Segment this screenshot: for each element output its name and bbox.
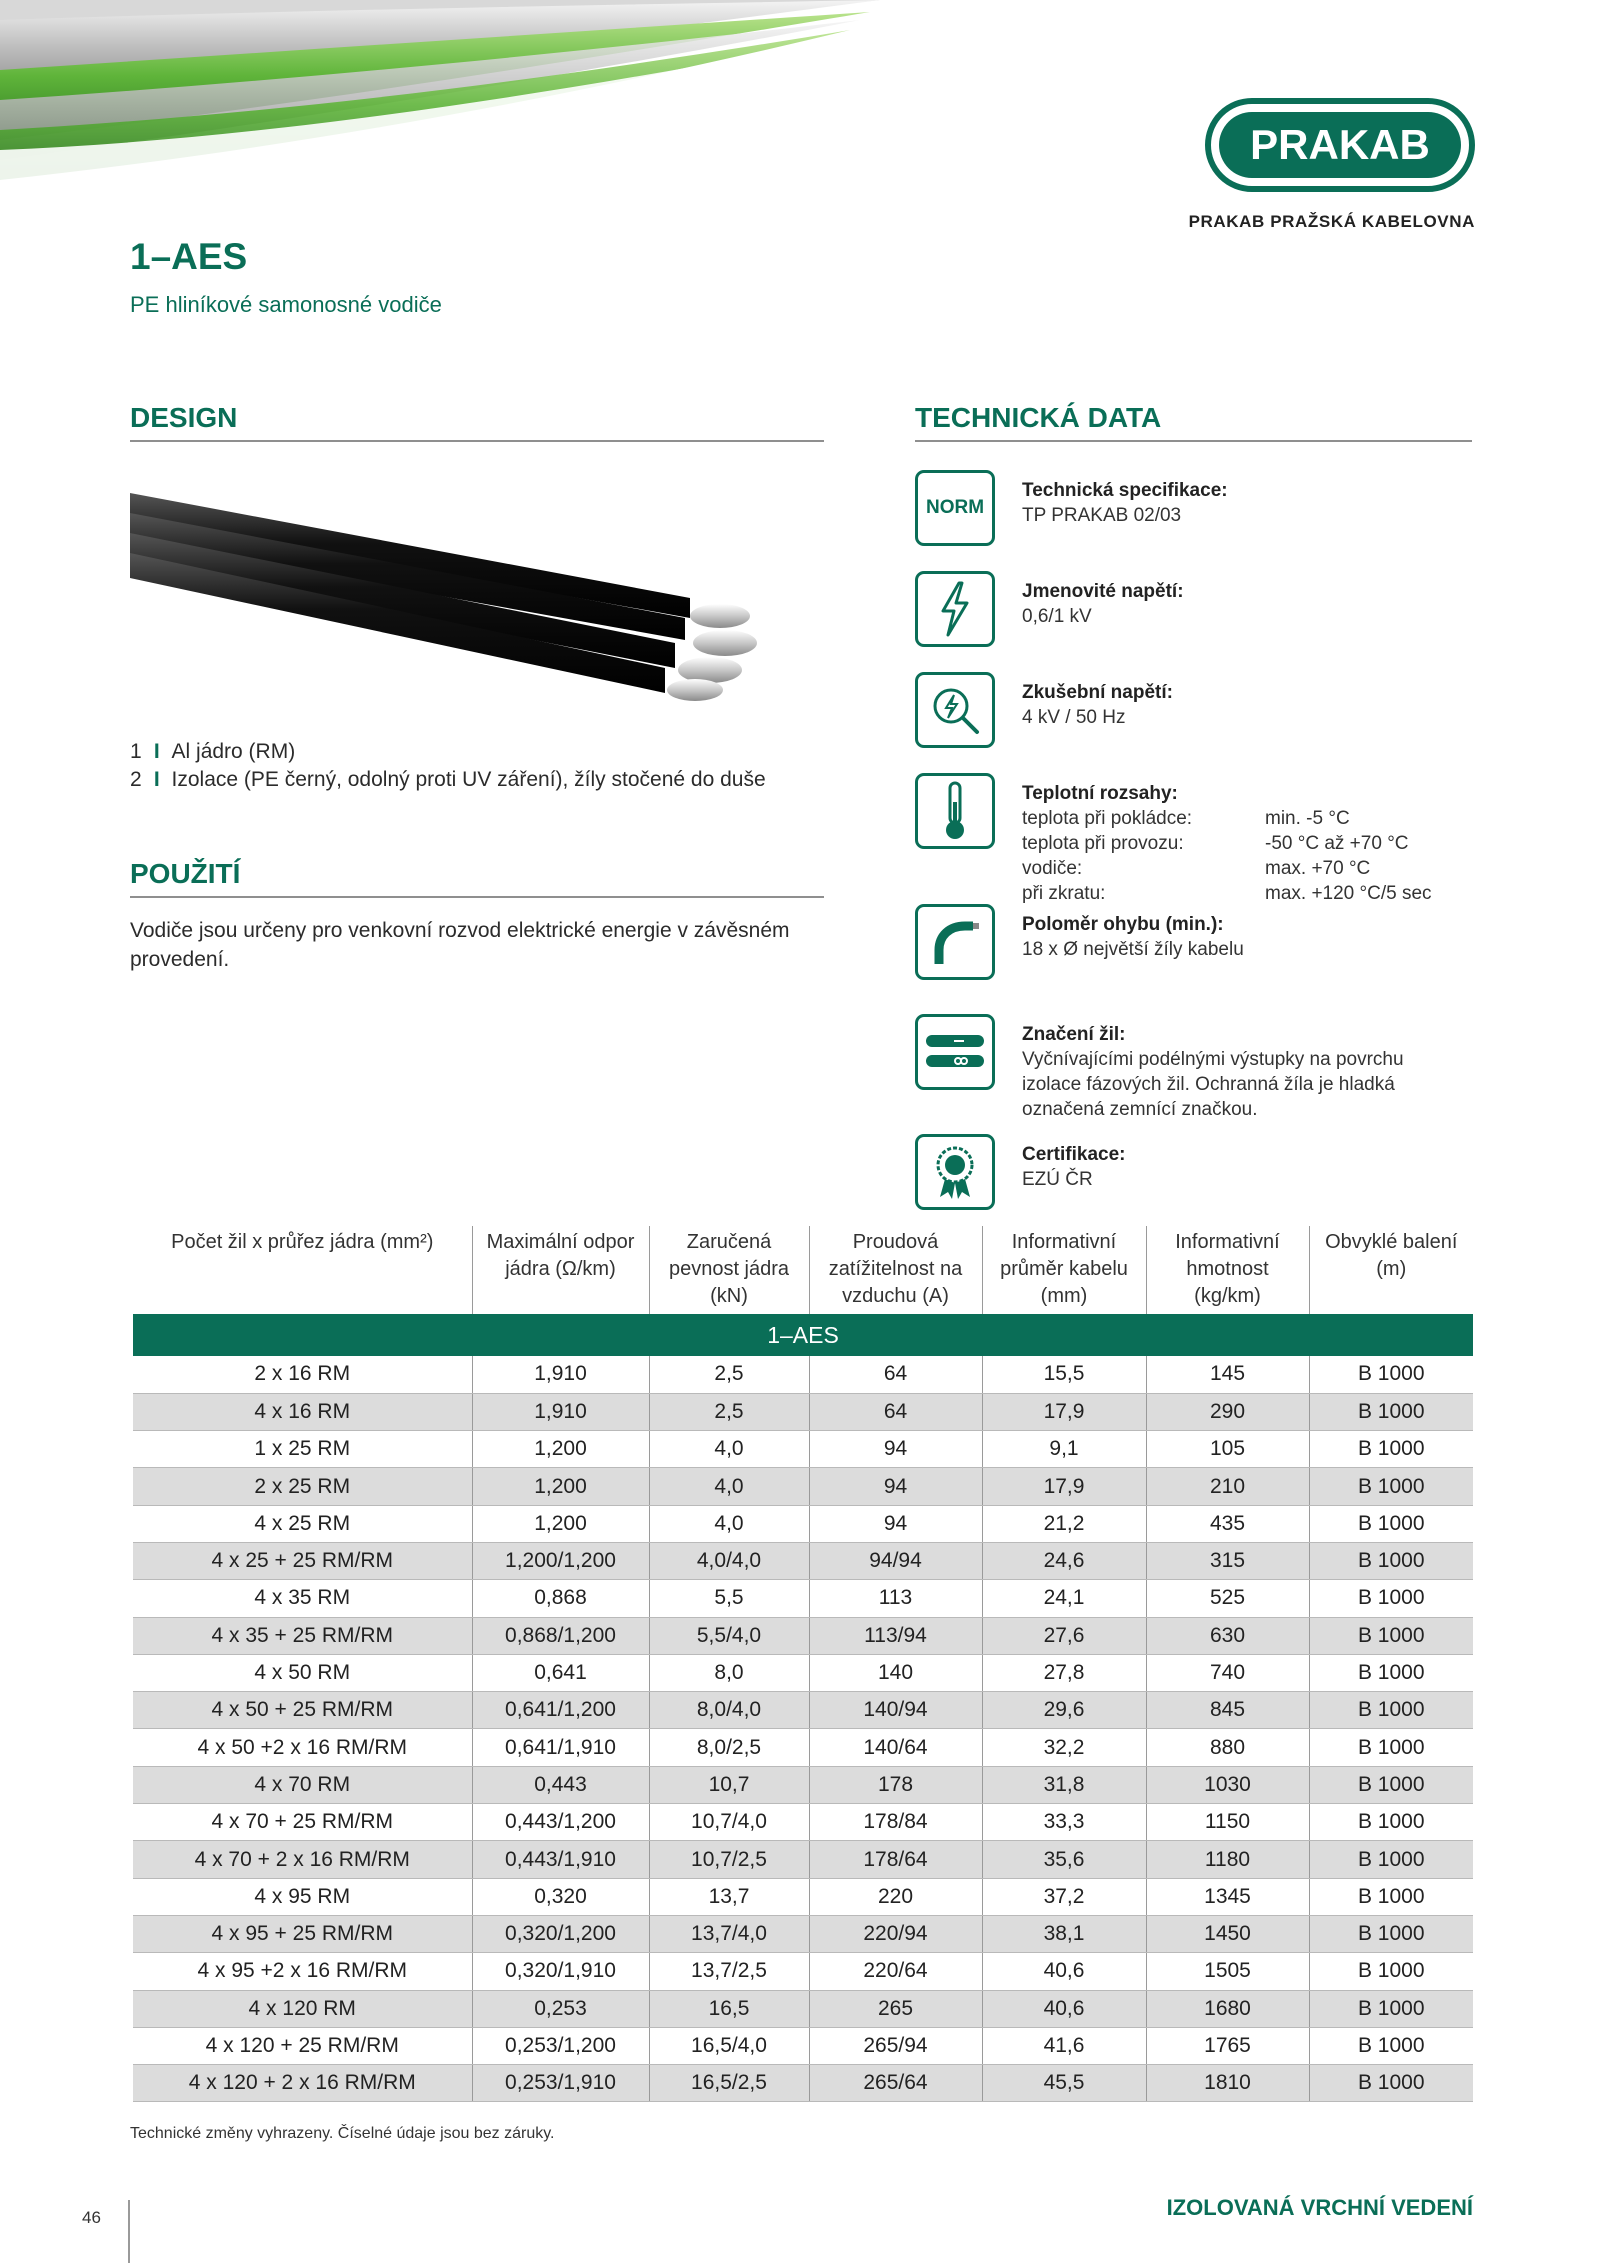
table-cell: B 1000 [1309, 2065, 1473, 2102]
table-cell: 64 [809, 1393, 982, 1430]
table-row [133, 1729, 1473, 1766]
table-cell: 27,8 [982, 1654, 1146, 1691]
table-cell: 0,868/1,200 [472, 1617, 649, 1654]
tech-test-voltage-label: Zkušební napětí: [1022, 682, 1173, 703]
temperature-row-name: vodiče: [1022, 858, 1083, 879]
table-cell: 105 [1146, 1431, 1309, 1468]
table-cell: 31,8 [982, 1766, 1146, 1803]
table-cell: B 1000 [1309, 2027, 1473, 2064]
tech-cert-value: EZÚ ČR [1022, 1169, 1093, 1190]
table-cell: 32,2 [982, 1729, 1146, 1766]
table-cell: 4 x 16 RM [133, 1393, 472, 1430]
table-row [133, 2065, 1473, 2102]
design-item-2: 2 I Izolace (PE černý, odolný proti UV záření), žíly stočené do duše [130, 768, 766, 791]
table-cell: 27,6 [982, 1617, 1146, 1654]
table-cell: 29,6 [982, 1692, 1146, 1729]
table-row [133, 1878, 1473, 1915]
lightning-icon [915, 571, 995, 647]
table-cell: 145 [1146, 1356, 1309, 1393]
table-cell: 17,9 [982, 1468, 1146, 1505]
temperature-row-name: teplota při pokládce: [1022, 808, 1193, 829]
column-header: Počet žil x průřez jádra (mm²) [171, 1231, 434, 1253]
bend-radius-icon [915, 904, 995, 980]
design-item-number: 1 [130, 740, 142, 763]
table-cell: 4 x 50 RM [133, 1654, 472, 1691]
tech-voltage-label: Jmenovité napětí: [1022, 581, 1184, 602]
table-cell: 4 x 50 + 25 RM/RM [133, 1692, 472, 1729]
table-cell: 15,5 [982, 1356, 1146, 1393]
column-header: Proudová zatížitelnost na vzduchu (A) [809, 1226, 982, 1314]
table-cell: 1,200 [472, 1505, 649, 1542]
table-cell: 0,320/1,910 [472, 1953, 649, 1990]
page-divider [128, 2200, 130, 2263]
table-cell: 4,0 [649, 1431, 809, 1468]
tech-spec-label: Technická specifikace: [1022, 480, 1228, 501]
table-row [133, 1804, 1473, 1841]
table-cell: 37,2 [982, 1878, 1146, 1915]
table-cell: B 1000 [1309, 1431, 1473, 1468]
design-item-text: Al jádro (RM) [171, 740, 296, 763]
table-cell: B 1000 [1309, 1654, 1473, 1691]
prakab-logo [1205, 98, 1475, 192]
column-header: Maximální odpor jádra (Ω/km) [472, 1226, 649, 1314]
tech-marking-label: Značení žil: [1022, 1024, 1126, 1045]
table-cell: 1,910 [472, 1356, 649, 1393]
table-cell: 0,443/1,910 [472, 1841, 649, 1878]
table-cell: 265 [809, 1990, 982, 2027]
table-cell: 13,7 [649, 1878, 809, 1915]
table-cell: 24,6 [982, 1542, 1146, 1579]
table-cell: B 1000 [1309, 1468, 1473, 1505]
table-cell: 4 x 120 + 25 RM/RM [133, 2027, 472, 2064]
table-row [133, 1356, 1473, 1393]
table-cell: 4 x 120 + 2 x 16 RM/RM [133, 2065, 472, 2102]
table-cell: B 1000 [1309, 1393, 1473, 1430]
cable-photo [130, 478, 830, 718]
table-row [133, 1654, 1473, 1691]
table-cell: B 1000 [1309, 1804, 1473, 1841]
table-cell: 0,253 [472, 1990, 649, 2027]
table-cell: B 1000 [1309, 1692, 1473, 1729]
column-header: Informativní hmotnost (kg/km) [1146, 1226, 1309, 1314]
temperature-row-name: při zkratu: [1022, 883, 1106, 904]
table-cell: 24,1 [982, 1580, 1146, 1617]
table-cell: B 1000 [1309, 1505, 1473, 1542]
table-cell: 0,641/1,200 [472, 1692, 649, 1729]
table-cell: 2,5 [649, 1393, 809, 1430]
usage-text: Vodiče jsou určeny pro venkovní rozvod elektrické energie v závěsném provedení. [130, 919, 790, 971]
norm-icon: NORM [915, 470, 995, 546]
svg-text:PRAKAB: PRAKAB [1250, 121, 1430, 168]
temperature-row-value: max. +70 °C [1265, 858, 1371, 879]
table-cell: 64 [809, 1356, 982, 1393]
table-cell: 10,7/2,5 [649, 1841, 809, 1878]
column-header: Zaručená pevnost jádra (kN) [649, 1226, 809, 1314]
table-cell: 740 [1146, 1654, 1309, 1691]
table-cell: 33,3 [982, 1804, 1146, 1841]
table-cell: B 1000 [1309, 1841, 1473, 1878]
table-cell: 8,0/2,5 [649, 1729, 809, 1766]
usage-heading: POUŽITÍ [130, 858, 824, 898]
table-cell: B 1000 [1309, 1580, 1473, 1617]
table-cell: 0,443 [472, 1766, 649, 1803]
table-cell: 1,200 [472, 1468, 649, 1505]
table-cell: 4 x 95 + 25 RM/RM [133, 1915, 472, 1952]
table-cell: 5,5 [649, 1580, 809, 1617]
table-cell: B 1000 [1309, 1953, 1473, 1990]
table-cell: 113/94 [809, 1617, 982, 1654]
table-cell: 880 [1146, 1729, 1309, 1766]
table-cell: 140/94 [809, 1692, 982, 1729]
table-row [133, 1953, 1473, 1990]
table-cell: 4,0 [649, 1505, 809, 1542]
table-cell: 0,253/1,200 [472, 2027, 649, 2064]
table-cell: 4 x 95 +2 x 16 RM/RM [133, 1953, 472, 1990]
table-cell: 220 [809, 1878, 982, 1915]
table-cell: 41,6 [982, 2027, 1146, 2064]
table-row [133, 1542, 1473, 1579]
table-cell: B 1000 [1309, 1542, 1473, 1579]
table-cell: 40,6 [982, 1953, 1146, 1990]
table-cell: 94/94 [809, 1542, 982, 1579]
table-cell: 525 [1146, 1580, 1309, 1617]
design-list [130, 738, 824, 794]
table-cell: B 1000 [1309, 1915, 1473, 1952]
temperature-table [1022, 806, 1472, 906]
table-cell: 4 x 70 RM [133, 1766, 472, 1803]
table-cell: 178 [809, 1766, 982, 1803]
spec-table [133, 1226, 1473, 2102]
table-cell: 178/64 [809, 1841, 982, 1878]
table-cell: 265/94 [809, 2027, 982, 2064]
table-cell: 4 x 25 RM [133, 1505, 472, 1542]
table-cell: 4 x 25 + 25 RM/RM [133, 1542, 472, 1579]
table-cell: 21,2 [982, 1505, 1146, 1542]
table-cell: B 1000 [1309, 1617, 1473, 1654]
tech-temperature-label: Teplotní rozsahy: [1022, 783, 1178, 804]
table-cell: 1505 [1146, 1953, 1309, 1990]
table-row [133, 1692, 1473, 1729]
table-cell: 94 [809, 1431, 982, 1468]
table-cell: 1 x 25 RM [133, 1431, 472, 1468]
table-cell: 210 [1146, 1468, 1309, 1505]
column-header: Obvyklé balení (m) [1309, 1226, 1473, 1314]
thermometer-icon [915, 773, 995, 849]
page-title: 1–AES [130, 236, 248, 277]
table-cell: 13,7/2,5 [649, 1953, 809, 1990]
table-cell: 435 [1146, 1505, 1309, 1542]
table-cell: 1,910 [472, 1393, 649, 1430]
table-cell: 0,443/1,200 [472, 1804, 649, 1841]
table-cell: B 1000 [1309, 1729, 1473, 1766]
table-cell: B 1000 [1309, 1766, 1473, 1803]
table-cell: 1,200 [472, 1431, 649, 1468]
footnote: Technické změny vyhrazeny. Číselné údaje jsou bez záruky. [130, 2125, 555, 2142]
table-cell: 13,7/4,0 [649, 1915, 809, 1952]
table-cell: 4,0/4,0 [649, 1542, 809, 1579]
table-cell: 113 [809, 1580, 982, 1617]
table-cell: B 1000 [1309, 1356, 1473, 1393]
table-cell: 630 [1146, 1617, 1309, 1654]
table-cell: 17,9 [982, 1393, 1146, 1430]
table-cell: 5,5/4,0 [649, 1617, 809, 1654]
table-cell: 0,868 [472, 1580, 649, 1617]
tech-spec-value: TP PRAKAB 02/03 [1022, 505, 1182, 526]
table-cell: 2 x 25 RM [133, 1468, 472, 1505]
temperature-row-value: min. -5 °C [1265, 808, 1350, 829]
table-cell: 8,0 [649, 1654, 809, 1691]
table-cell: 45,5 [982, 2065, 1146, 2102]
table-row [133, 1841, 1473, 1878]
table-cell: 0,641/1,910 [472, 1729, 649, 1766]
tech-marking-value: Vyčnívajícími podélnými výstupky na povrchu izolace fázových žil. Ochranná žíla je hladká označená zemnící značkou. [1022, 1049, 1404, 1120]
table-cell: 290 [1146, 1393, 1309, 1430]
temperature-row-value: -50 °C až +70 °C [1265, 833, 1409, 854]
design-heading: DESIGN [130, 402, 824, 442]
table-cell: 10,7/4,0 [649, 1804, 809, 1841]
table-row [133, 1505, 1473, 1542]
table-cell: 1680 [1146, 1990, 1309, 2027]
table-cell: 4 x 95 RM [133, 1878, 472, 1915]
tech-bend-label: Poloměr ohybu (min.): [1022, 914, 1224, 935]
design-item-number: 2 [130, 768, 142, 791]
table-cell: 94 [809, 1505, 982, 1542]
table-cell: 4 x 70 + 2 x 16 RM/RM [133, 1841, 472, 1878]
table-row [133, 1431, 1473, 1468]
table-cell: 4,0 [649, 1468, 809, 1505]
table-cell: 35,6 [982, 1841, 1146, 1878]
table-cell: 94 [809, 1468, 982, 1505]
table-row [133, 2027, 1473, 2064]
footer-section-title: IZOLOVANÁ VRCHNÍ VEDENÍ [1166, 2195, 1473, 2220]
temperature-row-name: teplota při provozu: [1022, 833, 1184, 854]
tech-bend-value: 18 x Ø největší žíly kabelu [1022, 939, 1244, 960]
table-cell: 220/64 [809, 1953, 982, 1990]
table-group-label: 1–AES [133, 1314, 1473, 1356]
table-cell: 1345 [1146, 1878, 1309, 1915]
table-row [133, 1990, 1473, 2027]
table-cell: 1150 [1146, 1804, 1309, 1841]
table-cell: 1765 [1146, 2027, 1309, 2064]
table-cell: B 1000 [1309, 1990, 1473, 2027]
table-cell: B 1000 [1309, 1878, 1473, 1915]
page-subtitle: PE hliníkové samonosné vodiče [130, 292, 442, 317]
table-cell: 4 x 35 RM [133, 1580, 472, 1617]
table-cell: 1810 [1146, 2065, 1309, 2102]
table-cell: 9,1 [982, 1431, 1146, 1468]
certificate-icon [915, 1134, 995, 1210]
column-header: Informativní průměr kabelu (mm) [982, 1226, 1146, 1314]
design-item-text: Izolace (PE černý, odolný proti UV záření), žíly stočené do duše [171, 768, 766, 791]
table-cell: 2,5 [649, 1356, 809, 1393]
table-row [133, 1617, 1473, 1654]
temperature-row-value: max. +120 °C/5 sec [1265, 883, 1432, 904]
table-cell: 1450 [1146, 1915, 1309, 1952]
table-cell: 315 [1146, 1542, 1309, 1579]
tech-data-heading: TECHNICKÁ DATA [915, 402, 1472, 442]
table-cell: 178/84 [809, 1804, 982, 1841]
table-cell: 2 x 16 RM [133, 1356, 472, 1393]
company-name: PRAKAB PRAŽSKÁ KABELOVNA [1188, 212, 1475, 231]
table-header-row [133, 1226, 1473, 1314]
table-row [133, 1468, 1473, 1505]
table-row [133, 1393, 1473, 1430]
table-cell: 38,1 [982, 1915, 1146, 1952]
table-group-row [133, 1314, 1473, 1356]
table-cell: 8,0/4,0 [649, 1692, 809, 1729]
table-row [133, 1766, 1473, 1803]
table-cell: 16,5/2,5 [649, 2065, 809, 2102]
table-cell: 0,320 [472, 1878, 649, 1915]
table-cell: 4 x 35 + 25 RM/RM [133, 1617, 472, 1654]
table-cell: 0,253/1,910 [472, 2065, 649, 2102]
page-number: 46 [82, 2208, 101, 2227]
tech-cert-label: Certifikace: [1022, 1144, 1126, 1165]
table-cell: 845 [1146, 1692, 1309, 1729]
table-cell: 16,5 [649, 1990, 809, 2027]
table-cell: 1030 [1146, 1766, 1309, 1803]
table-row [133, 1580, 1473, 1617]
core-marking-icon [915, 1014, 995, 1090]
table-cell: 4 x 70 + 25 RM/RM [133, 1804, 472, 1841]
table-cell: 265/64 [809, 2065, 982, 2102]
table-cell: 16,5/4,0 [649, 2027, 809, 2064]
table-cell: 0,320/1,200 [472, 1915, 649, 1952]
tech-test-voltage-value: 4 kV / 50 Hz [1022, 707, 1126, 728]
table-cell: 220/94 [809, 1915, 982, 1952]
table-cell: 10,7 [649, 1766, 809, 1803]
table-cell: 140 [809, 1654, 982, 1691]
table-cell: 4 x 120 RM [133, 1990, 472, 2027]
table-cell: 0,641 [472, 1654, 649, 1691]
table-cell: 40,6 [982, 1990, 1146, 2027]
table-cell: 4 x 50 +2 x 16 RM/RM [133, 1729, 472, 1766]
voltage-test-icon [915, 672, 995, 748]
design-item-1: 1 I Al jádro (RM) [130, 738, 824, 766]
tech-voltage-value: 0,6/1 kV [1022, 606, 1092, 627]
table-row [133, 1915, 1473, 1952]
table-cell: 1,200/1,200 [472, 1542, 649, 1579]
table-cell: 1180 [1146, 1841, 1309, 1878]
table-cell: 140/64 [809, 1729, 982, 1766]
